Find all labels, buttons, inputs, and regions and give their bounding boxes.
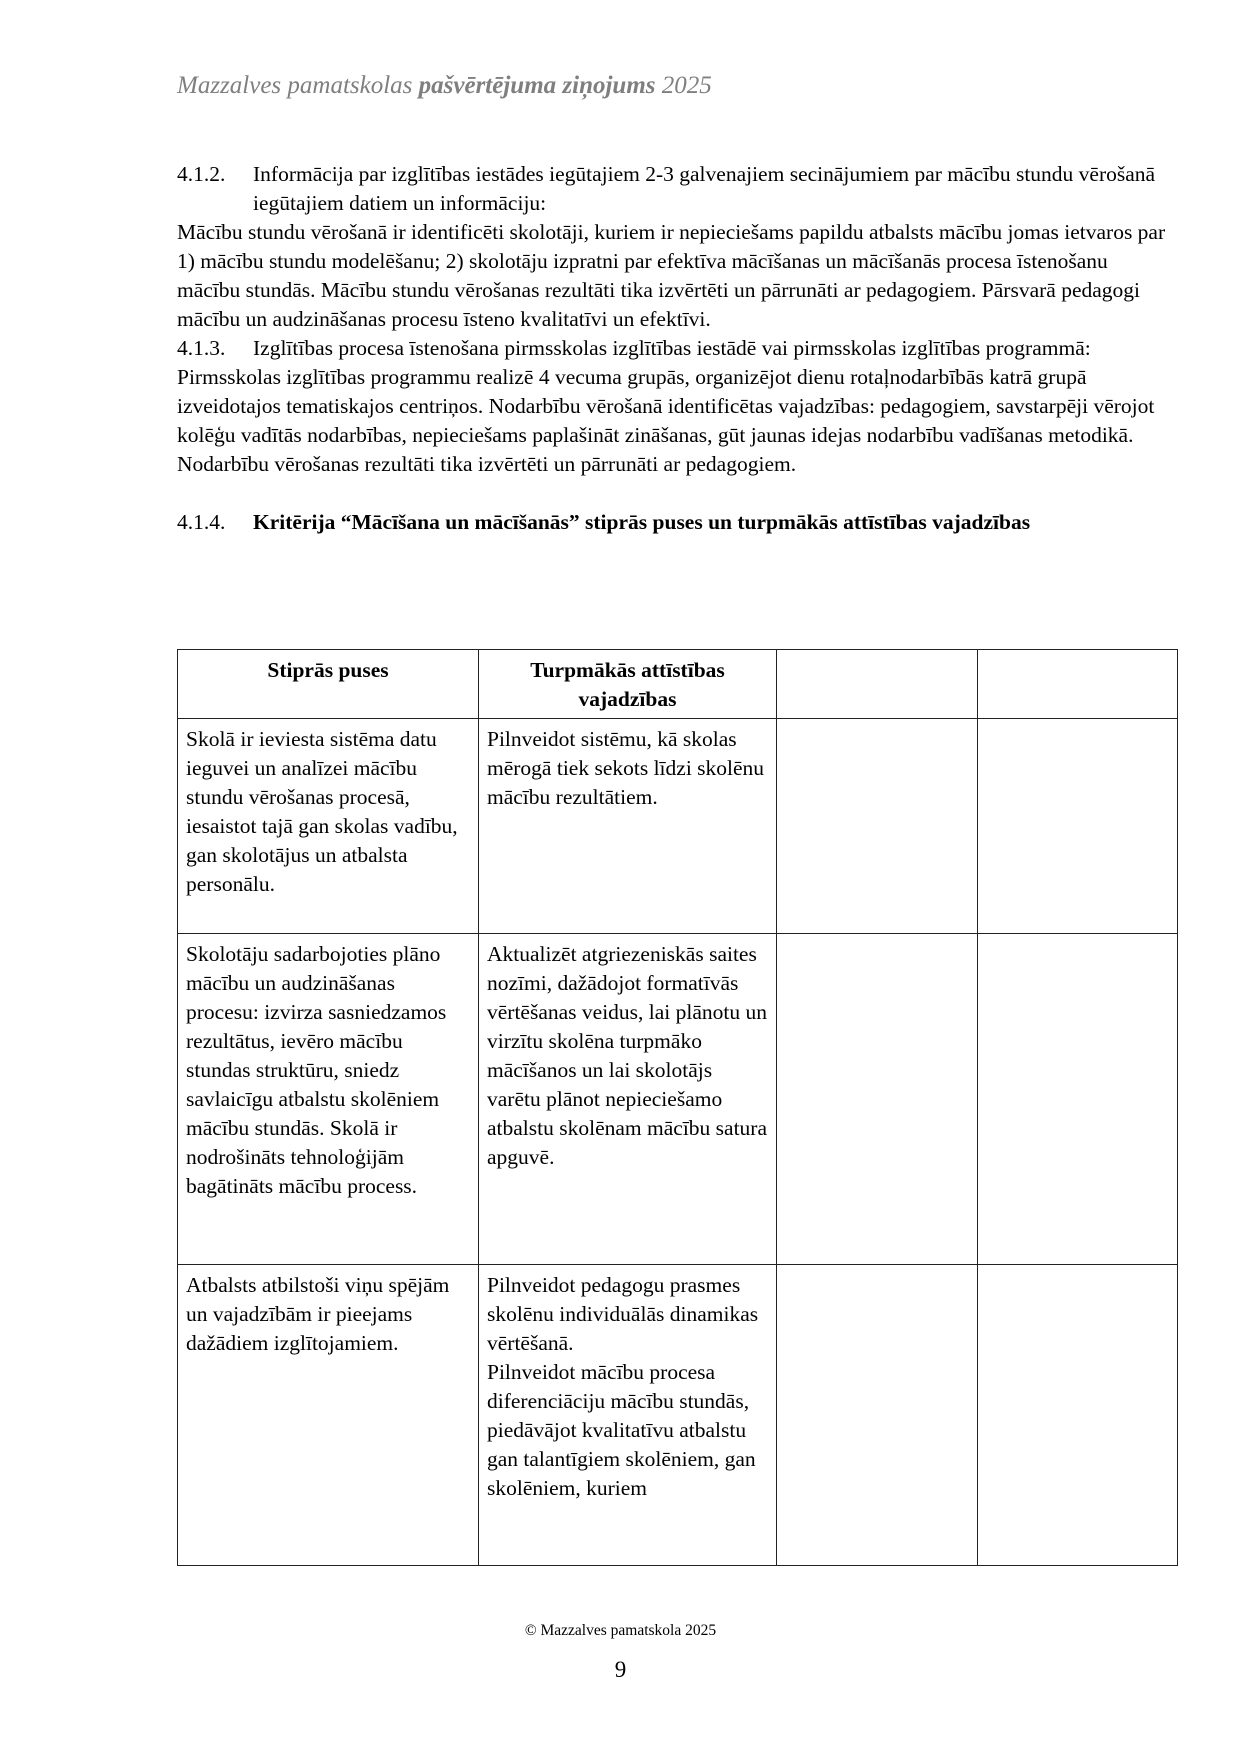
cell-col4 (978, 719, 1178, 934)
section-title: Kritērija “Mācīšana un mācīšanās” stiprās puses un turpmākās attīstības vajadzības (253, 510, 1031, 534)
cell-needs (479, 1265, 777, 1566)
document-body (177, 160, 1175, 537)
running-header (177, 72, 712, 100)
section-title: Informācija par izglītības iestādes iegūtajiem 2-3 galvenajiem secinājumiem par mācību stundu vērošanā iegūtajiem datiem un informāciju: (253, 162, 1156, 215)
footer-copyright: © Mazzalves pamatskola 2025 (524, 1622, 717, 1639)
table-row (178, 934, 1178, 1265)
section-number: 4.1.4. (177, 510, 226, 534)
header-col4 (978, 650, 1178, 719)
cell-col3 (777, 719, 978, 934)
cell-strengths: Skolotāju sadarbojoties plāno mācību un audzināšanas procesu: izvirza sasniedzamos rezultātus, ievēro mācību stundas struktūru, sniedz savlaicīgu atbalstu skolēniem mācību stundās. Skolā ir nodrošināts tehnoloģijām bagātināts mācību process. (178, 934, 479, 1265)
header-prefix: Mazzalves pamatskolas (177, 72, 419, 99)
section-number: 4.1.2. (177, 162, 226, 186)
header-suffix: 2025 (655, 72, 712, 99)
section-4-1-2-body: Mācību stundu vērošanā ir identificēti skolotāji, kuriem ir nepieciešams papildu atbalsts mācību jomas ietvaros par 1) mācību stundu modelēšanu; 2) skolotāju izpratni par efektīva mācīšanas un mācīšanās procesa īstenošanu mācību stundās. Mācību stundu vērošanas rezultāti tika izvērtēti un pārrunāti ar pedagogiem. Pārsvarā pedagogi mācību un audzināšanas procesu īsteno kvalitatīvi un efektīvi. (177, 220, 1166, 331)
section-4-1-2-heading (177, 160, 1175, 218)
header-col3 (777, 650, 978, 719)
section-4-1-3-heading (177, 334, 1175, 363)
header-bold: pašvērtējuma ziņojums (418, 72, 656, 99)
section-4-1-4-heading (177, 508, 1175, 537)
header-needs: Turpmākās attīstības vajadzības (479, 650, 777, 719)
criteria-table (177, 649, 1178, 1566)
section-title: Izglītības procesa īstenošana pirmsskolas izglītības iestādē vai pirmsskolas izglītības programmā: (253, 336, 1091, 360)
cell-needs: Pilnveidot sistēmu, kā skolas mērogā tiek sekots līdzi skolēnu mācību rezultātiem. (479, 719, 777, 934)
cell-col3 (777, 934, 978, 1265)
table-row (178, 1265, 1178, 1566)
cell-col3 (777, 1265, 978, 1566)
cell-needs-part-1: Pilnveidot pedagogu prasmes skolēnu individuālās dinamikas vērtēšanā. (487, 1273, 759, 1355)
cell-needs-part-2: Pilnveidot mācību procesa diferenciāciju mācību stundās, piedāvājot kvalitatīvu atbalstu gan talantīgiem skolēniem, gan skolēniem, kuriem (487, 1360, 756, 1500)
cell-strengths: Skolā ir ieviesta sistēma datu ieguvei un analīzei mācību stundu vērošanas procesā, iesaistot tajā gan skolas vadību, gan skolotājus un atbalsta personālu. (178, 719, 479, 934)
cell-col4 (978, 1265, 1178, 1566)
cell-col4 (978, 934, 1178, 1265)
header-strengths: Stiprās puses (178, 650, 479, 719)
cell-needs: Aktualizēt atgriezeniskās saites nozīmi, dažādojot formatīvās vērtēšanas veidus, lai plānotu un virzītu skolēna turpmāko mācīšanos un lai skolotājs varētu plānot nepieciešamo atbalstu skolēnam mācību satura apguvē. (479, 934, 777, 1265)
page-number: 9 (614, 1657, 627, 1682)
section-4-1-3-body: Pirmsskolas izglītības programmu realizē 4 vecuma grupās, organizējot dienu rotaļnodarbībās katrā grupā izveidotajos tematiskajos centriņos. Nodarbību vērošanā identificētas vajadzības: pedagogiem, savstarpēji vērojot kolēģu vadītās nodarbības, nepieciešams paplašināt zināšanas, gūt jaunas idejas nodarbību vadīšanas metodikā. Nodarbību vērošanas rezultāti tika izvērtēti un pārrunāti ar pedagogiem. (177, 365, 1155, 476)
section-number: 4.1.3. (177, 336, 226, 360)
cell-strengths: Atbalsts atbilstoši viņu spējām un vajadzībām ir pieejams dažādiem izglītojamiem. (178, 1265, 479, 1566)
table-row (178, 719, 1178, 934)
table-header-row (178, 650, 1178, 719)
